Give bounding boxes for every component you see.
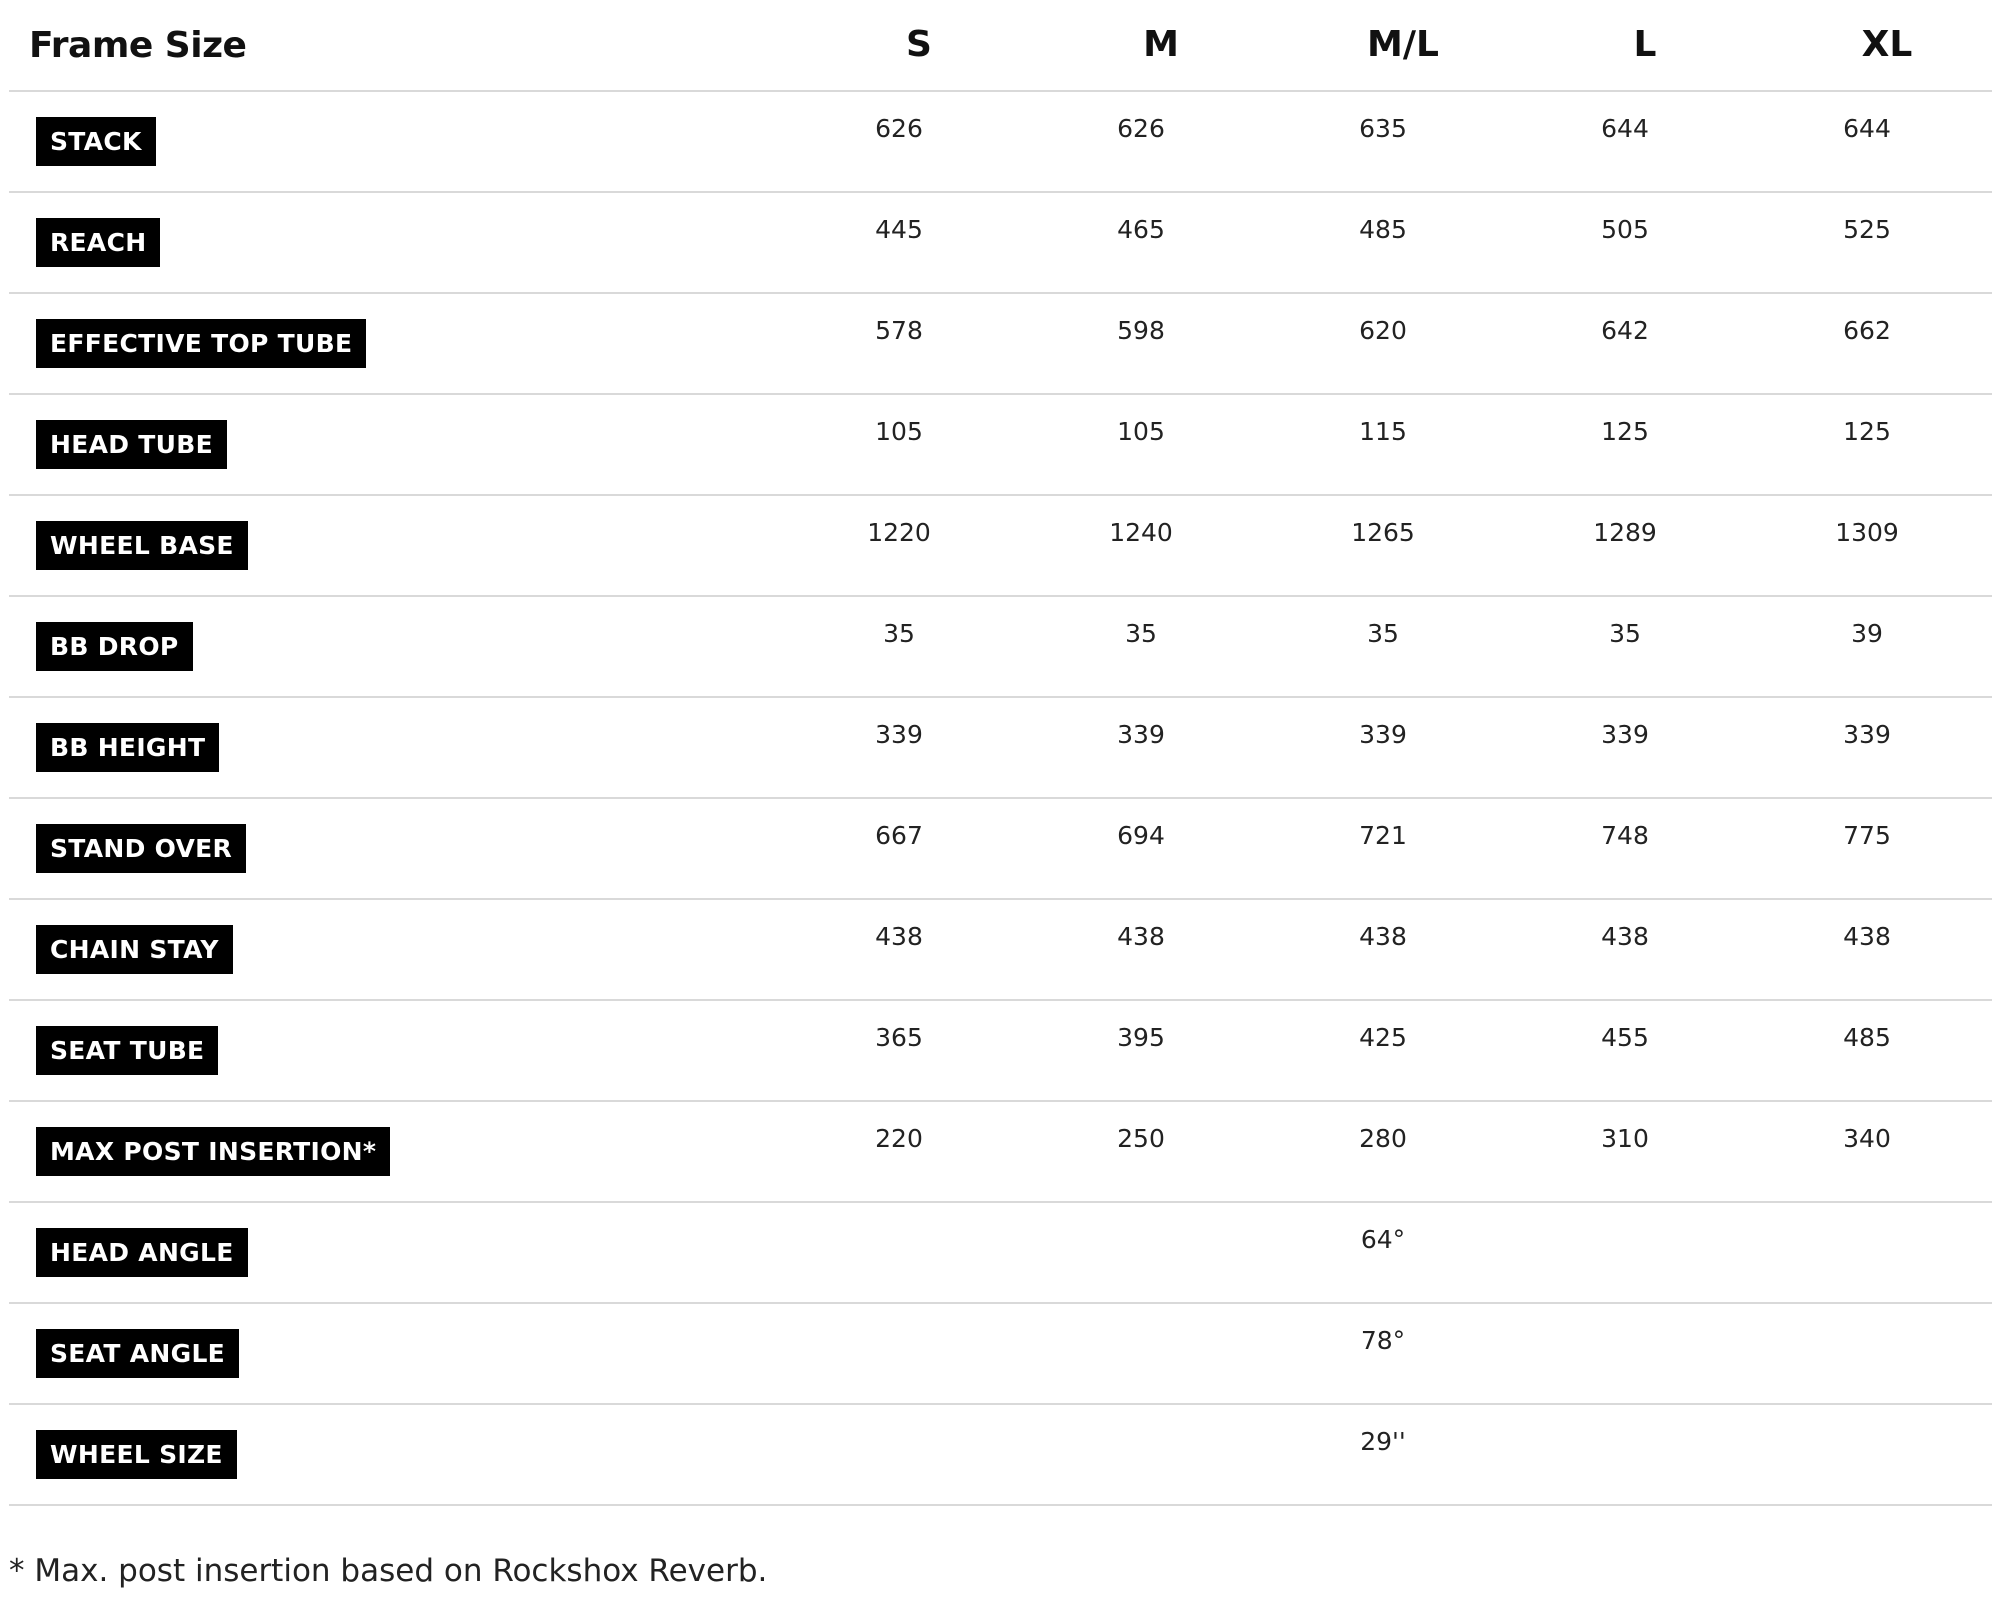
- row-label-tag: BB HEIGHT: [36, 723, 219, 772]
- table-cell: 662: [1843, 316, 1891, 345]
- row-label-tag: SEAT ANGLE: [36, 1329, 239, 1378]
- table-cell: 339: [1117, 720, 1165, 749]
- table-row-bb-height: [9, 698, 1992, 799]
- table-cell: 465: [1117, 215, 1165, 244]
- table-cell-shared: 29'': [1360, 1427, 1406, 1456]
- table-cell: 280: [1359, 1124, 1407, 1153]
- table-row-chain-stay: [9, 900, 1992, 1001]
- table-row-stand-over: [9, 799, 1992, 900]
- size-header-xl: XL: [1861, 24, 1913, 65]
- table-cell: 39: [1851, 619, 1883, 648]
- table-cell: 365: [875, 1023, 923, 1052]
- row-label-tag: MAX POST INSERTION*: [36, 1127, 390, 1176]
- size-header-ml: M/L: [1367, 24, 1439, 65]
- table-cell: 485: [1359, 215, 1407, 244]
- table-row-seat-angle: [9, 1304, 1992, 1405]
- table-row-effective-top-tube: [9, 294, 1992, 395]
- footnote: * Max. post insertion based on Rockshox Reverb.: [9, 1553, 768, 1589]
- row-label-tag: REACH: [36, 218, 160, 267]
- table-row-head-angle: [9, 1203, 1992, 1304]
- row-label-tag: WHEEL BASE: [36, 521, 248, 570]
- table-cell: 578: [875, 316, 923, 345]
- geometry-table: [9, 0, 1992, 1506]
- table-cell: 505: [1601, 215, 1649, 244]
- size-header-m: M: [1143, 24, 1179, 65]
- table-cell: 35: [1367, 619, 1399, 648]
- table-cell: 721: [1359, 821, 1407, 850]
- table-cell: 105: [875, 417, 923, 446]
- table-cell: 1220: [867, 518, 931, 547]
- table-cell-shared: 78°: [1360, 1326, 1406, 1355]
- table-cell: 626: [875, 114, 923, 143]
- table-cell: 339: [1843, 720, 1891, 749]
- table-cell-shared: 64°: [1360, 1225, 1406, 1254]
- table-row-seat-tube: [9, 1001, 1992, 1102]
- size-header-l: L: [1633, 24, 1657, 65]
- table-cell: 35: [883, 619, 915, 648]
- table-row-reach: [9, 193, 1992, 294]
- size-header-s: S: [906, 24, 932, 65]
- table-cell: 125: [1601, 417, 1649, 446]
- table-cell: 635: [1359, 114, 1407, 143]
- table-cell: 667: [875, 821, 923, 850]
- row-label-tag: STAND OVER: [36, 824, 246, 873]
- table-cell: 438: [1359, 922, 1407, 951]
- table-cell: 339: [1359, 720, 1407, 749]
- table-cell: 115: [1359, 417, 1407, 446]
- table-row-head-tube: [9, 395, 1992, 496]
- table-cell: 775: [1843, 821, 1891, 850]
- row-label-tag: HEAD TUBE: [36, 420, 227, 469]
- table-cell: 1289: [1593, 518, 1657, 547]
- table-cell: 1240: [1109, 518, 1173, 547]
- table-cell: 748: [1601, 821, 1649, 850]
- table-cell: 694: [1117, 821, 1165, 850]
- table-cell: 438: [1843, 922, 1891, 951]
- row-label-tag: SEAT TUBE: [36, 1026, 218, 1075]
- frame-size-heading: Frame Size: [29, 24, 247, 66]
- table-cell: 125: [1843, 417, 1891, 446]
- table-row-wheel-base: [9, 496, 1992, 597]
- row-label-tag: EFFECTIVE TOP TUBE: [36, 319, 366, 368]
- table-cell: 626: [1117, 114, 1165, 143]
- table-row-wheel-size: [9, 1405, 1992, 1506]
- table-row-max-post-insertion: [9, 1102, 1992, 1203]
- table-cell: 438: [875, 922, 923, 951]
- table-cell: 445: [875, 215, 923, 244]
- table-cell: 425: [1359, 1023, 1407, 1052]
- table-cell: 438: [1601, 922, 1649, 951]
- table-cell: 310: [1601, 1124, 1649, 1153]
- table-cell: 250: [1117, 1124, 1165, 1153]
- row-label-tag: BB DROP: [36, 622, 193, 671]
- table-cell: 220: [875, 1124, 923, 1153]
- table-cell: 455: [1601, 1023, 1649, 1052]
- table-cell: 340: [1843, 1124, 1891, 1153]
- table-cell: 395: [1117, 1023, 1165, 1052]
- table-row-bb-drop: [9, 597, 1992, 698]
- table-cell: 438: [1117, 922, 1165, 951]
- row-label-tag: HEAD ANGLE: [36, 1228, 248, 1277]
- table-cell: 35: [1609, 619, 1641, 648]
- table-cell: 485: [1843, 1023, 1891, 1052]
- table-cell: 339: [1601, 720, 1649, 749]
- table-cell: 35: [1125, 619, 1157, 648]
- table-row-stack: [9, 92, 1992, 193]
- row-label-tag: WHEEL SIZE: [36, 1430, 237, 1479]
- table-cell: 525: [1843, 215, 1891, 244]
- row-label-tag: STACK: [36, 117, 156, 166]
- table-cell: 644: [1843, 114, 1891, 143]
- table-header-row: [9, 0, 1992, 92]
- table-cell: 1309: [1835, 518, 1899, 547]
- table-cell: 644: [1601, 114, 1649, 143]
- row-label-tag: CHAIN STAY: [36, 925, 233, 974]
- table-cell: 105: [1117, 417, 1165, 446]
- table-cell: 339: [875, 720, 923, 749]
- table-cell: 1265: [1351, 518, 1415, 547]
- table-cell: 642: [1601, 316, 1649, 345]
- table-cell: 620: [1359, 316, 1407, 345]
- table-cell: 598: [1117, 316, 1165, 345]
